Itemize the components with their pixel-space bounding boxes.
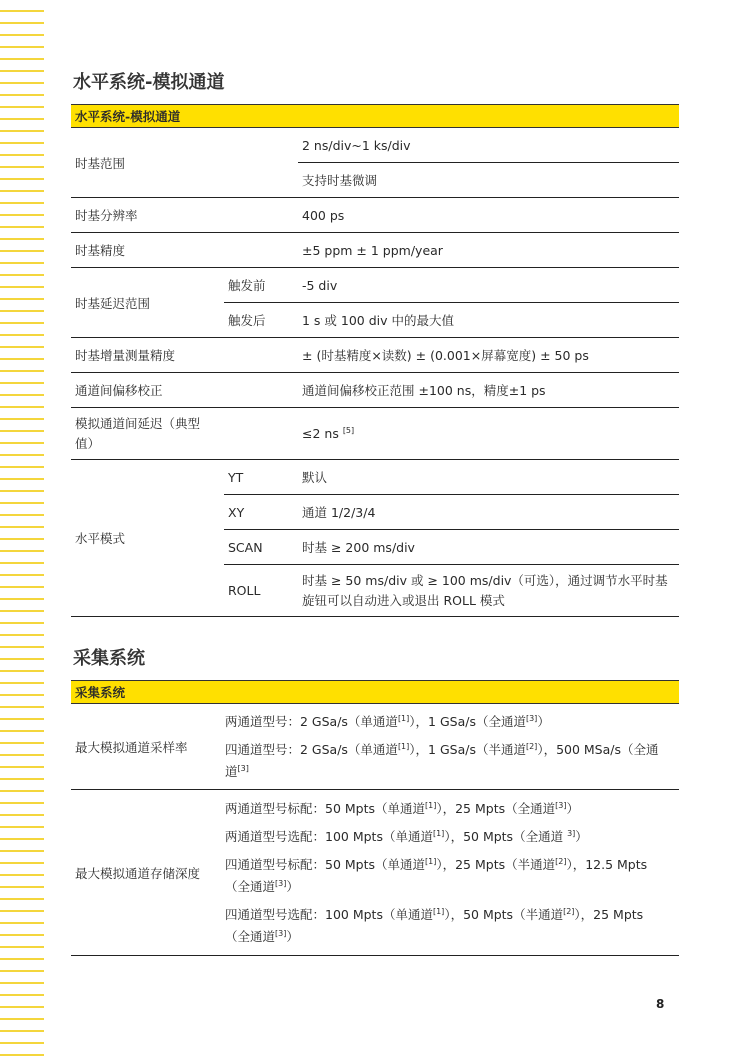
sample-rate-line: 道[3] bbox=[225, 763, 249, 779]
acquisition-table bbox=[71, 680, 679, 956]
row-label-channel-delay: 模拟通道间延迟（典型 值） bbox=[71, 408, 224, 460]
row-label-deskew: 通道间偏移校正 bbox=[71, 373, 224, 408]
sample-rate-line: 两通道型号：2 GSa/s（单通道[1]），1 GSa/s（全通道[3]） bbox=[225, 713, 550, 729]
section-title-acquisition: 采集系统 bbox=[73, 648, 145, 669]
row-value: ±5 ppm ± 1 ppm/year bbox=[298, 233, 679, 268]
row-label-sample-rate: 最大模拟通道采样率 bbox=[71, 704, 217, 790]
decorative-stripes bbox=[0, 0, 44, 1060]
memory-depth-line: 四通道型号选配：100 Mpts（单通道[1]），50 Mpts（半通道[2]），25 Mpts bbox=[225, 906, 644, 922]
row-label-timebase-resolution: 时基分辨率 bbox=[71, 198, 224, 233]
row-value: 2 ns/div~1 ks/div bbox=[298, 128, 679, 163]
row-value: ± (时基精度×读数) ± (0.001×屏幕宽度) ± 50 ps bbox=[298, 338, 679, 373]
row-value-memory-depth bbox=[217, 790, 679, 956]
sub-label: XY bbox=[224, 495, 298, 530]
memory-depth-line: 两通道型号标配：50 Mpts（单通道[1]），25 Mpts（全通道[3]） bbox=[225, 800, 579, 816]
sub-label: SCAN bbox=[224, 530, 298, 565]
row-value: 通道间偏移校正范围 ±100 ns，精度±1 ps bbox=[298, 373, 679, 408]
row-value: ≤2 ns [5] bbox=[298, 408, 679, 460]
sub-label: 触发前 bbox=[224, 268, 298, 303]
sub-label: ROLL bbox=[224, 565, 298, 617]
page-number: 8 bbox=[656, 997, 665, 1011]
row-value: 默认 bbox=[298, 460, 679, 495]
horizontal-system-table bbox=[71, 104, 679, 617]
memory-depth-line: （全通道[3]） bbox=[225, 878, 299, 894]
row-value: 400 ps bbox=[298, 198, 679, 233]
row-value: -5 div bbox=[298, 268, 679, 303]
row-value: 通道 1/2/3/4 bbox=[298, 495, 679, 530]
memory-depth-line: 两通道型号选配：100 Mpts（单通道[1]），50 Mpts（全通道 $^{3]}$） bbox=[225, 828, 588, 844]
row-value: 时基 ≥ 200 ms/div bbox=[298, 530, 679, 565]
sub-label: YT bbox=[224, 460, 298, 495]
row-value-sample-rate bbox=[217, 704, 679, 790]
footnote-ref: [5] bbox=[342, 425, 355, 435]
row-value: 支持时基微调 bbox=[298, 163, 679, 198]
section-title-horizontal: 水平系统-模拟通道 bbox=[73, 72, 225, 93]
row-label-horizontal-mode: 水平模式 bbox=[71, 460, 224, 617]
row-label-timebase-accuracy: 时基精度 bbox=[71, 233, 224, 268]
row-value: 时基 ≥ 50 ms/div 或 ≥ 100 ms/div（可选），通过调节水平时基 旋钮可以自动进入或退出 ROLL 模式 bbox=[298, 565, 679, 617]
sub-label: 触发后 bbox=[224, 303, 298, 338]
row-value: 1 s 或 100 div 中的最大值 bbox=[298, 303, 679, 338]
memory-depth-line: （全通道[3]） bbox=[225, 928, 299, 944]
table-header: 水平系统-模拟通道 bbox=[71, 105, 679, 128]
memory-depth-line: 四通道型号标配：50 Mpts（单通道[1]），25 Mpts（半通道[2]），12.5 Mpts bbox=[225, 856, 648, 872]
row-label-delay-range: 时基延迟范围 bbox=[71, 268, 224, 338]
sample-rate-line: 四通道型号：2 GSa/s（单通道[1]），1 GSa/s（半通道[2]），500 MSa/s（全通 bbox=[225, 741, 659, 757]
row-label-memory-depth: 最大模拟通道存储深度 bbox=[71, 790, 217, 956]
row-label-timebase-range: 时基范围 bbox=[71, 128, 224, 198]
row-label-delta-time: 时基增量测量精度 bbox=[71, 338, 224, 373]
table-header: 采集系统 bbox=[71, 681, 679, 704]
